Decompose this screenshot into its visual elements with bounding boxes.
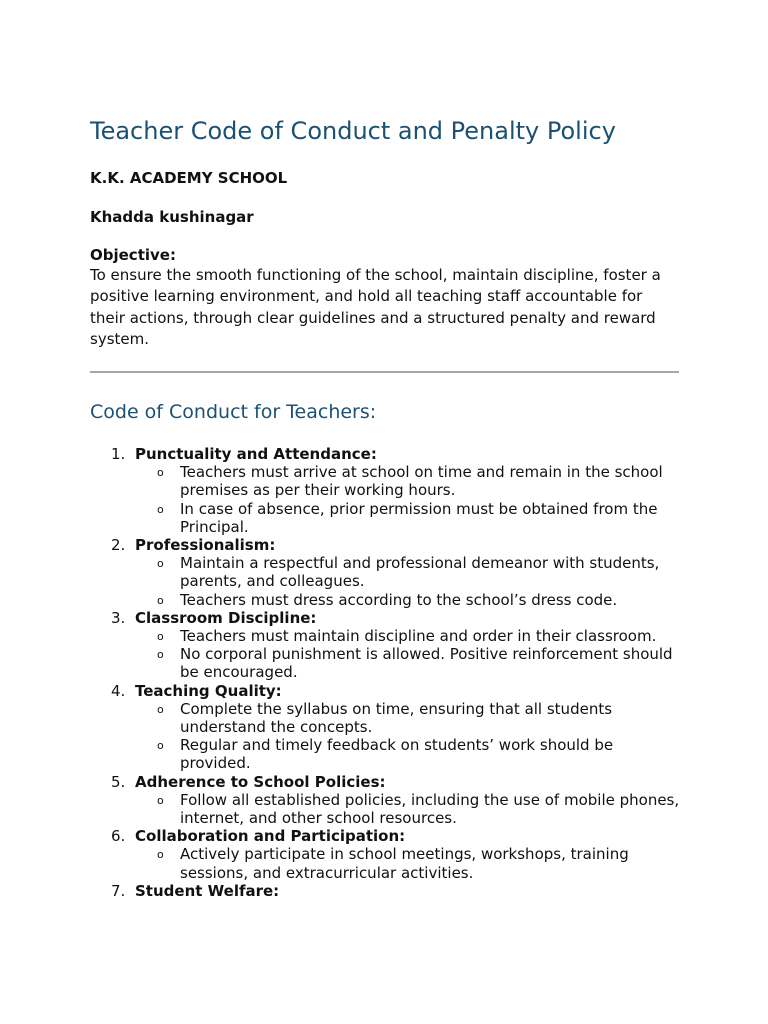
sub-point-text: Actively participate in school meetings, workshops, training sessions, and extracurricular activities. (180, 845, 629, 882)
conduct-list (90, 445, 690, 900)
sub-point (135, 554, 680, 590)
circle-bullet-icon: o (157, 648, 164, 662)
sub-point-list (135, 845, 690, 881)
objective-label: Objective: (90, 246, 176, 264)
conduct-item (90, 609, 690, 682)
circle-bullet-icon: o (157, 793, 164, 807)
circle-bullet-icon: o (157, 739, 164, 753)
item-number: 3. (111, 608, 126, 627)
sub-point (135, 845, 680, 881)
item-title: Professionalism: (135, 536, 276, 555)
conduct-item (90, 682, 690, 773)
item-title: Classroom Discipline: (135, 608, 317, 627)
item-title: Student Welfare: (135, 881, 280, 900)
sub-point-text: Teachers must dress according to the school’s dress code. (180, 590, 618, 609)
item-number: 6. (111, 827, 126, 846)
conduct-item (90, 773, 690, 828)
sub-point (135, 463, 680, 499)
sub-point-text: Teachers must arrive at school on time and remain in the school premises as per their working hours. (180, 463, 663, 500)
conduct-item (90, 445, 690, 536)
sub-point (135, 645, 680, 681)
sub-point (135, 736, 680, 772)
sub-point-list (135, 700, 690, 773)
sub-point-list (135, 791, 690, 827)
circle-bullet-icon: o (157, 593, 164, 607)
circle-bullet-icon: o (157, 502, 164, 516)
sub-point-text: Regular and timely feedback on students’ work should be provided. (180, 736, 614, 773)
sub-point (135, 700, 680, 736)
circle-bullet-icon: o (157, 848, 164, 862)
sub-point-list (135, 627, 690, 682)
sub-point-text: Teachers must maintain discipline and order in their classroom. (180, 627, 657, 646)
school-location: Khadda kushinagar (90, 208, 254, 226)
item-title: Adherence to School Policies: (135, 772, 386, 791)
school-name: K.K. ACADEMY SCHOOL (90, 169, 288, 187)
sub-point-text: In case of absence, prior permission must be obtained from the Principal. (180, 499, 658, 536)
conduct-item (90, 536, 690, 609)
conduct-item (90, 827, 690, 882)
sub-point-text: No corporal punishment is allowed. Positive reinforcement should be encouraged. (180, 645, 673, 682)
sub-point-list (135, 463, 690, 536)
sub-point-list (135, 554, 690, 609)
item-number: 1. (111, 445, 126, 463)
horizontal-divider (90, 371, 679, 373)
sub-point-text: Complete the syllabus on time, ensuring that all students understand the concepts. (180, 699, 613, 737)
item-number: 7. (111, 881, 126, 900)
objective-text: To ensure the smooth functioning of the school, maintain discipline, foster a positive learning environment, and hold all teaching staff accountable for their actions, through clear guidelines and a structured penalty and reward system. (90, 266, 661, 348)
sub-point-text: Follow all established policies, including the use of mobile phones, internet, and other school resources. (180, 790, 680, 828)
circle-bullet-icon: o (157, 702, 164, 716)
item-title: Punctuality and Attendance: (135, 445, 377, 463)
item-number: 2. (111, 536, 126, 555)
section-heading: Code of Conduct for Teachers: (90, 401, 377, 423)
item-title: Collaboration and Participation: (135, 827, 406, 846)
sub-point (135, 791, 680, 827)
item-title: Teaching Quality: (135, 681, 282, 700)
circle-bullet-icon: o (157, 557, 164, 571)
sub-point (135, 500, 680, 536)
document-title: Teacher Code of Conduct and Penalty Policy (90, 117, 616, 145)
item-number: 5. (111, 772, 126, 791)
circle-bullet-icon: o (157, 630, 164, 644)
conduct-item (90, 882, 690, 900)
sub-point (135, 591, 680, 609)
item-number: 4. (111, 681, 126, 700)
sub-point-text: Maintain a respectful and professional demeanor with students, parents, and colleagues. (180, 554, 660, 591)
sub-point (135, 627, 680, 645)
circle-bullet-icon: o (157, 466, 164, 480)
